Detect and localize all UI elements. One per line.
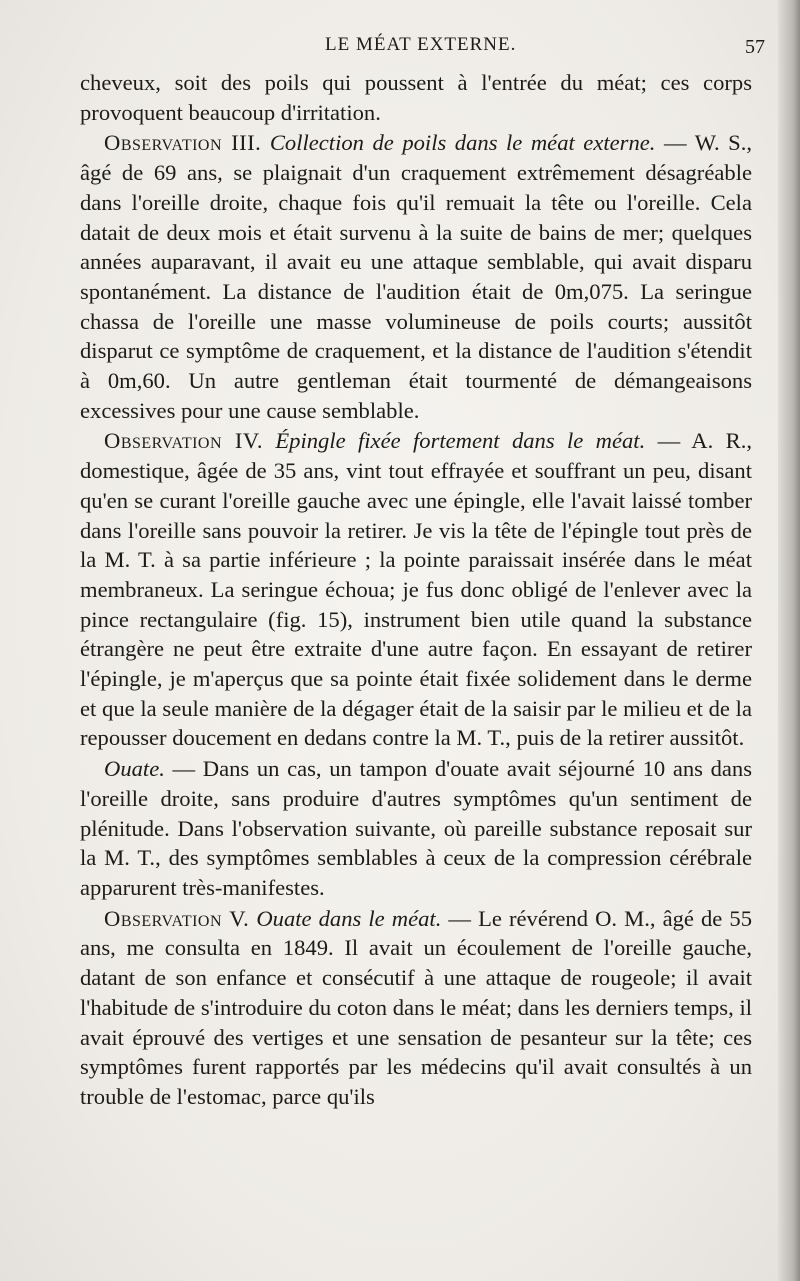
- observation-5: [80, 904, 752, 1112]
- page-header: [80, 34, 765, 58]
- observation-label: Observation III.: [104, 130, 262, 156]
- observation-text: — W. S., âgé de 69 ans, se plaignait d'un craquement extrêmement désagréable dans l'oreille droite, chaque fois qu'il remuait la tête ou l'oreille. Cela datait de deux mois et était survenu à la suite de bains de mer; quelques années auparavant, il avait eu une attaque semblable, qui avait disparu spontanément. La distance de l'audition était de 0m,075. La seringue chassa de l'oreille une masse volumineuse de poils courts; aussitôt disparut ce symptôme de craquement, et la distance de l'audition s'étendit à 0m,60. Un autre gentleman était tourmenté de démangeaisons excessives pour une cause semblable.: [80, 130, 752, 423]
- page-edge-shadow: [778, 0, 800, 1281]
- observation-text: — Le révérend O. M., âgé de 55 ans, me consulta en 1849. Il avait un écoulement de l'oreille gauche, datant de son enfance et consécutif à une attaque de rougeole; il avait l'habitude de s'introduire du coton dans le méat; dans les derniers temps, il avait éprouvé des vertiges et une sensation de pesanteur sur la tête; ces symptômes furent rapportés par les médecins qu'il avait consultés à un trouble de l'estomac, parce qu'ils: [80, 905, 753, 1109]
- running-title: LE MÉAT EXTERNE.: [325, 34, 517, 55]
- paragraph-lead: Ouate.: [104, 756, 165, 782]
- observation-title: Ouate dans le méat.: [256, 905, 442, 931]
- paragraph-text: cheveux, soit des poils qui poussent à l'entrée du méat; ces corps provoquent beaucoup d'irritation.: [80, 70, 752, 125]
- paragraph-continuation: [80, 68, 752, 127]
- observation-label: Observation V.: [104, 905, 250, 931]
- paragraph-ouate: [80, 754, 752, 903]
- observation-4: [80, 426, 752, 753]
- paragraph-text: — Dans un cas, un tampon d'ouate avait séjourné 10 ans dans l'oreille droite, sans produire d'autres symptômes qu'un sentiment de plénitude. Dans l'observation suivante, où pareille substance reposait sur la M. T., des symptômes semblables à ceux de la compression cérébrale apparurent très-manifestes.: [80, 756, 752, 900]
- observation-title: Épingle fixée fortement dans le méat.: [275, 428, 646, 454]
- body-text: [80, 68, 752, 1112]
- page-number: 57: [745, 36, 765, 58]
- observation-title: Collection de poils dans le méat externe.: [269, 130, 656, 156]
- observation-label: Observation IV.: [104, 428, 263, 454]
- observation-3: [80, 128, 752, 425]
- observation-text: — A. R., domestique, âgée de 35 ans, vint tout effrayée et souffrant un peu, disant qu'en se curant l'oreille gauche avec une épingle, elle l'avait laissé tomber dans l'oreille sans pouvoir la retirer. Je vis la tête de l'épingle tout près de la M. T. à sa partie inférieure ; la pointe paraissait insérée dans le méat membraneux. La seringue échoua; je fus donc obligé de l'enlever avec la pince rectangulaire (fig. 15), instrument bien utile quand la substance étrangère ne peut être extraite d'une autre façon. En essayant de retirer l'épingle, je m'aperçus que sa pointe était fixée solidement dans le derme et que la seule manière de la dégager était de la saisir par le milieu et de la repousser doucement en dedans contre la M. T., puis de la retirer aussitôt.: [80, 428, 753, 751]
